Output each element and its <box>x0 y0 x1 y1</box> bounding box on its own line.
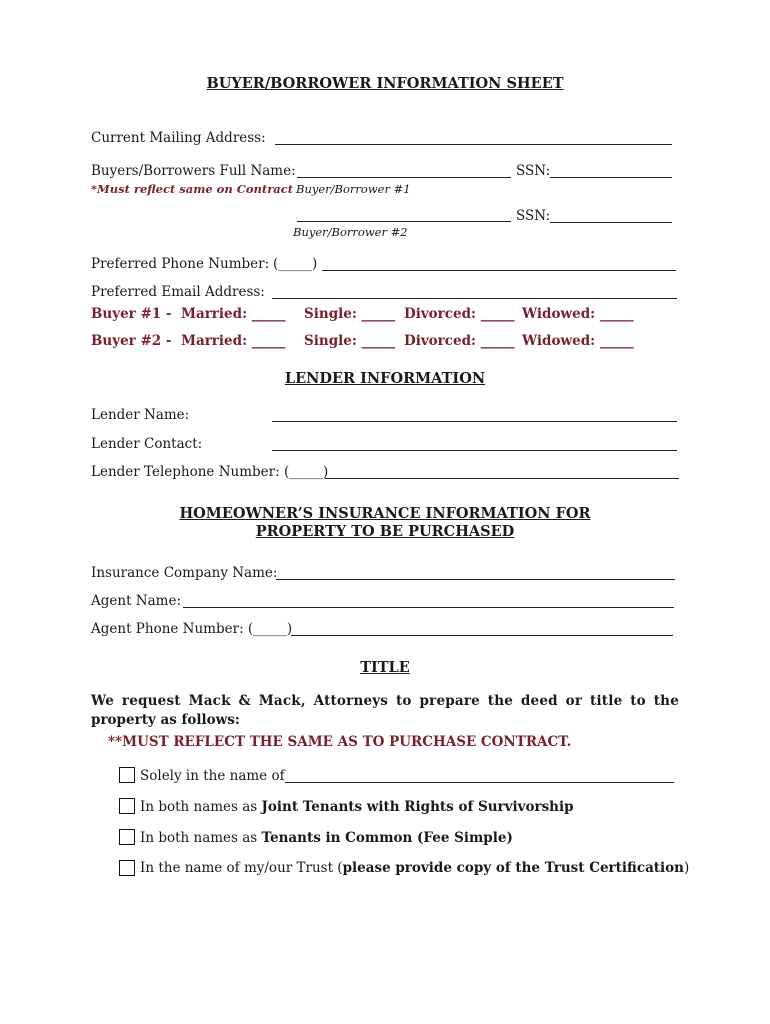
buyer1-caption: Buyer/Borrower #1 <box>296 182 411 196</box>
lender-name-label: Lender Name: <box>91 407 190 423</box>
buyer2-widowed[interactable]: Widowed: _____ <box>522 333 634 349</box>
mailing-address-field[interactable] <box>275 131 672 145</box>
tenants-in-common-checkbox[interactable] <box>119 829 135 845</box>
option-tenants-in-common <box>140 830 513 846</box>
email-field[interactable] <box>272 285 677 299</box>
lender-name-field[interactable] <box>272 408 677 422</box>
insurance-company-field[interactable] <box>276 566 675 580</box>
option-trust-bold: please provide copy of the Trust Certification <box>342 860 684 876</box>
option-common-prefix: In both names as <box>140 830 262 846</box>
phone-area-code[interactable]: (_____) <box>273 256 318 272</box>
mailing-address-label: Current Mailing Address: <box>91 130 266 146</box>
buyer2-caption: Buyer/Borrower #2 <box>293 225 408 239</box>
buyer1-name-field[interactable] <box>297 164 511 178</box>
lender-phone-field[interactable] <box>325 465 679 479</box>
option-joint-bold: Joint Tenants with Rights of Survivorship <box>261 799 574 815</box>
buyer1-married[interactable]: Married: _____ <box>181 306 286 322</box>
contract-note: *Must reflect same on Contract <box>91 182 294 196</box>
title-request-line2: property as follows: <box>91 712 240 728</box>
title-request-line1: We request Mack & Mack, Attorneys to prepare the deed or title to the <box>91 693 679 709</box>
page-title: BUYER/BORROWER INFORMATION SHEET <box>206 75 564 92</box>
ssn2-field[interactable] <box>550 209 672 223</box>
solely-name-field[interactable] <box>285 769 674 783</box>
ssn2-label: SSN: <box>516 208 551 224</box>
option-solely <box>140 768 285 784</box>
insurance-company-label: Insurance Company Name: <box>91 565 278 581</box>
agent-name-label: Agent Name: <box>91 593 181 609</box>
agent-phone-field[interactable] <box>291 622 673 636</box>
full-name-label: Buyers/Borrowers Full Name: <box>91 163 296 179</box>
buyer2-single[interactable]: Single: _____ <box>304 333 396 349</box>
buyer2-married[interactable]: Married: _____ <box>181 333 286 349</box>
phone-field[interactable] <box>322 257 676 271</box>
lender-phone-label: Lender Telephone Number: (_____) <box>91 464 329 480</box>
lender-contact-label: Lender Contact: <box>91 436 203 452</box>
title-heading: TITLE <box>360 659 410 676</box>
insurance-heading-line1: HOMEOWNER’S INSURANCE INFORMATION FOR <box>179 505 591 522</box>
email-label: Preferred Email Address: <box>91 284 265 300</box>
option-joint-tenants <box>140 799 574 815</box>
buyer2-divorced[interactable]: Divorced: _____ <box>404 333 515 349</box>
trust-checkbox[interactable] <box>119 860 135 876</box>
phone-label: Preferred Phone Number: <box>91 256 270 272</box>
option-joint-prefix: In both names as <box>140 799 262 815</box>
agent-name-field[interactable] <box>183 594 674 608</box>
buyer1-single[interactable]: Single: _____ <box>304 306 396 322</box>
option-solely-text: Solely in the name of <box>140 768 285 784</box>
insurance-heading-line2: PROPERTY TO BE PURCHASED <box>255 523 515 540</box>
buyer2-status-label: Buyer #2 - <box>91 333 172 349</box>
buyer2-name-field[interactable] <box>297 208 511 222</box>
option-trust <box>140 860 689 876</box>
buyer1-divorced[interactable]: Divorced: _____ <box>404 306 515 322</box>
lender-contact-field[interactable] <box>272 437 677 451</box>
buyer1-status-label: Buyer #1 - <box>91 306 172 322</box>
option-trust-suffix: ) <box>684 860 690 876</box>
agent-phone-label: Agent Phone Number: (_____) <box>91 621 293 637</box>
option-trust-prefix: In the name of my/our Trust ( <box>140 860 343 876</box>
option-common-bold: Tenants in Common (Fee Simple) <box>261 830 513 846</box>
solely-checkbox[interactable] <box>119 767 135 783</box>
buyer1-widowed[interactable]: Widowed: _____ <box>522 306 634 322</box>
joint-tenants-checkbox[interactable] <box>119 798 135 814</box>
ssn1-field[interactable] <box>550 164 672 178</box>
lender-heading: LENDER INFORMATION <box>284 370 486 387</box>
ssn1-label: SSN: <box>516 163 551 179</box>
must-reflect-note: **MUST REFLECT THE SAME AS TO PURCHASE CONTRACT. <box>108 734 572 750</box>
